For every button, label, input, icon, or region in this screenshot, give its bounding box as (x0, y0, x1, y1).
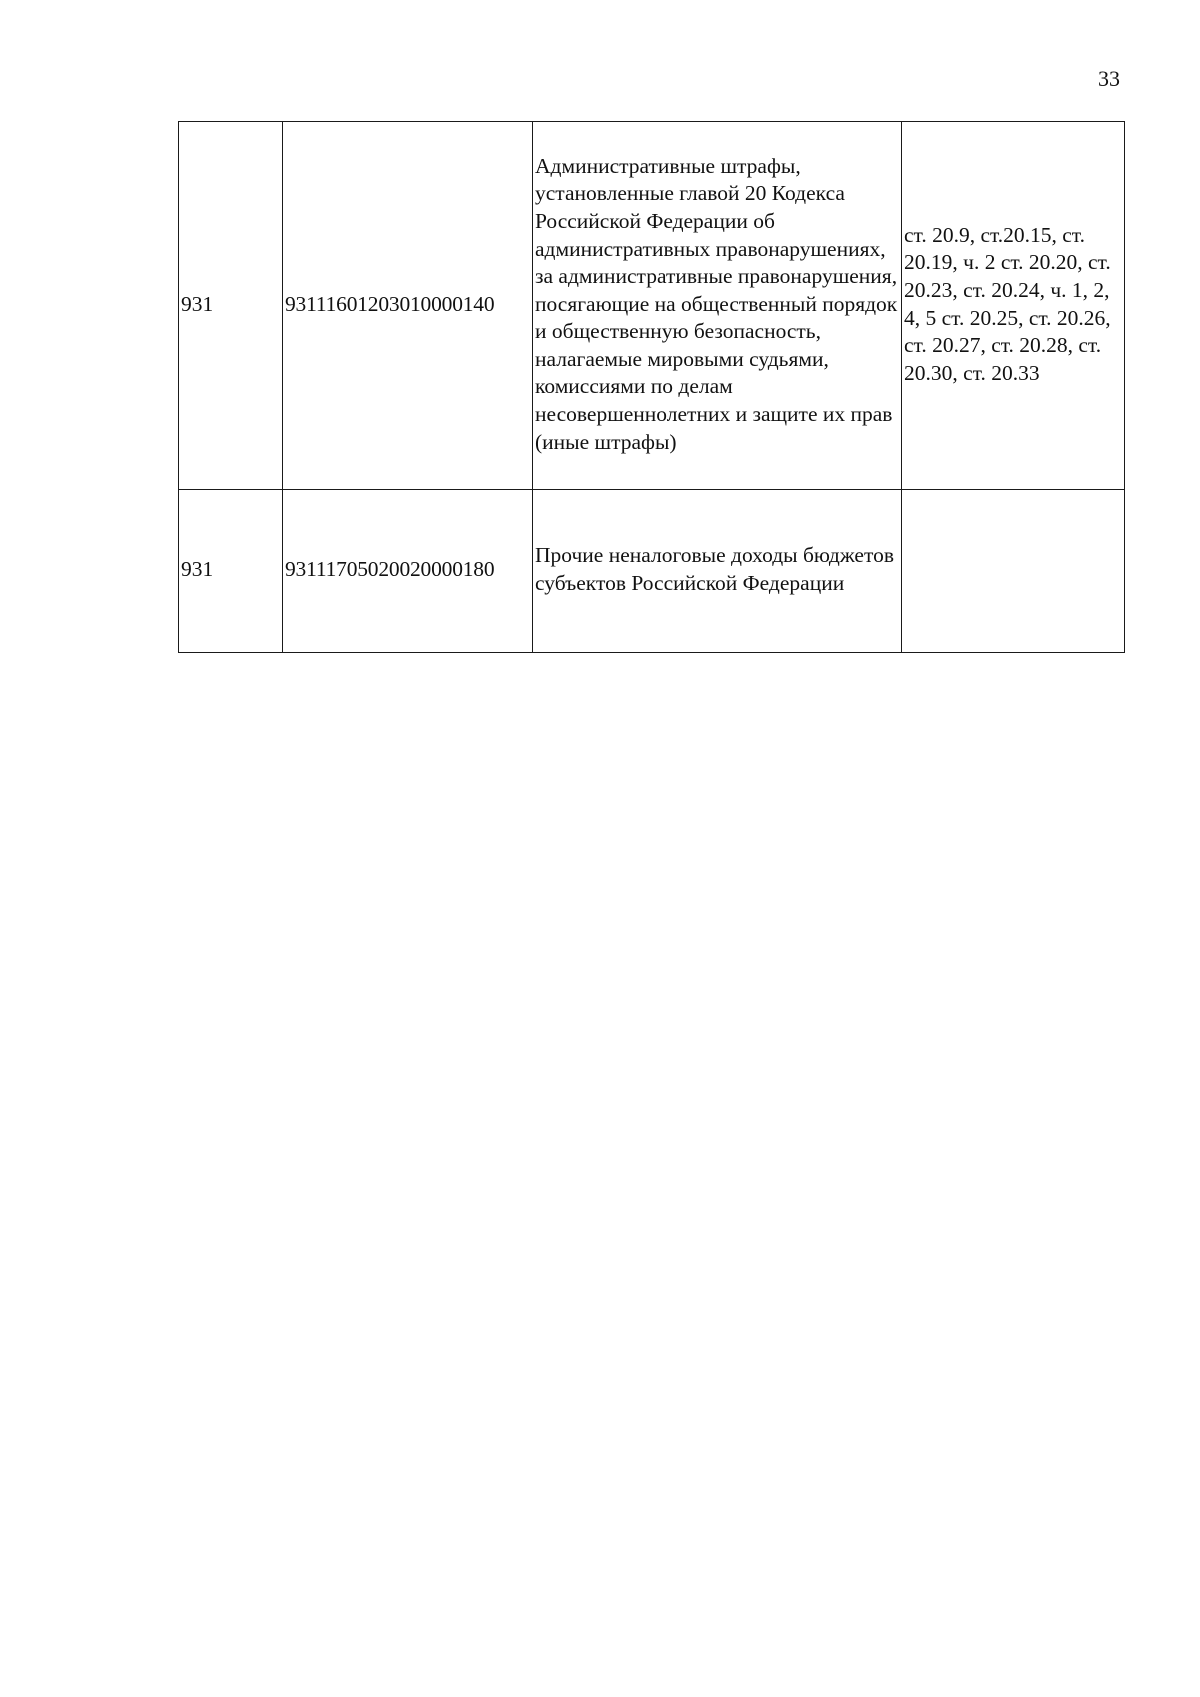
budget-code-cell: 93111705020020000180 (283, 490, 533, 653)
budget-code-cell: 93111601203010000140 (283, 122, 533, 490)
admin-code-cell: 931 (179, 490, 283, 653)
revenue-name-cell: Административные штрафы, установленные главой 20 Кодекса Российской Федерации об административных правонарушениях, за административные правонарушения, посягающие на общественный порядок и общественную безопасность, налагаемые мировыми судьями, комиссиями по делам несовершеннолетних и защите их прав (иные штрафы) (533, 122, 902, 490)
articles-cell (902, 490, 1125, 653)
admin-code-cell: 931 (179, 122, 283, 490)
articles-cell: ст. 20.9, ст.20.15, ст. 20.19, ч. 2 ст. 20.20, ст. 20.23, ст. 20.24, ч. 1, 2, 4, 5 ст. 20.25, ст. 20.26, ст. 20.27, ст. 20.28, ст. 20.30, ст. 20.33 (902, 122, 1125, 490)
table-row (179, 122, 1125, 490)
page-number: 33 (1098, 66, 1120, 91)
budget-revenue-table (178, 121, 1125, 653)
revenue-name-cell: Прочие неналоговые доходы бюджетов субъектов Российской Федерации (533, 490, 902, 653)
table-row (179, 490, 1125, 653)
